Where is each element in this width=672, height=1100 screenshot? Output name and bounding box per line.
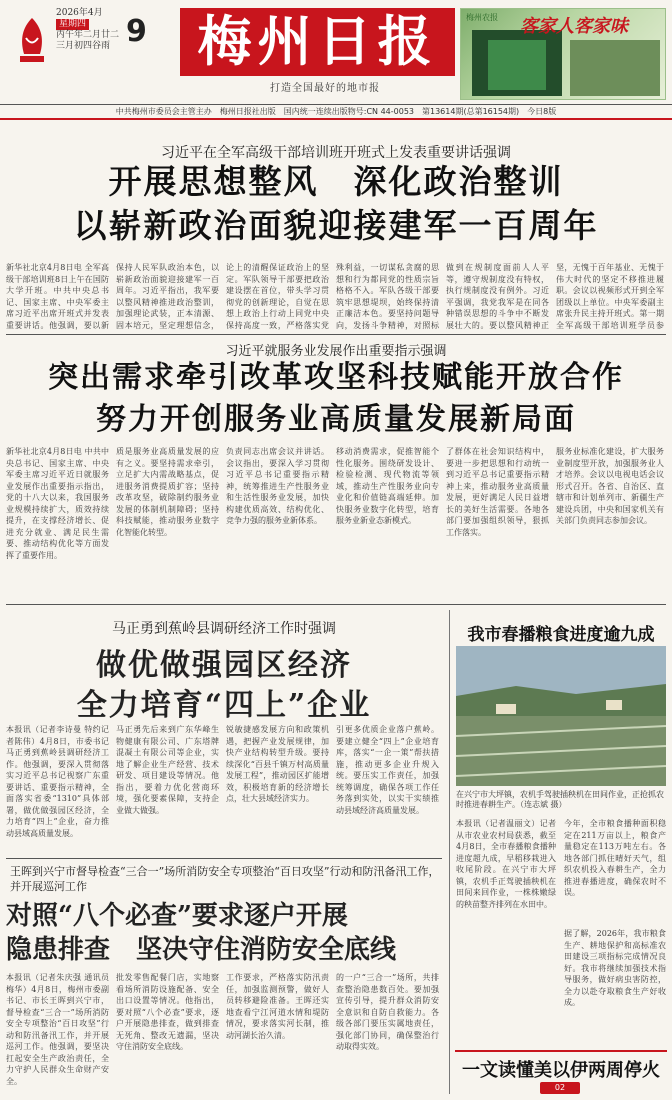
story2-column-2: 质是服务业高质量发展的应有之义。要坚持需求牵引，立足扩大内需战略基点，促进服务消费提质扩容；坚持改革攻坚，破除制约服务业发展的体制机制障碍；坚持科技赋能，推动服务业数字化智能化转型。 [116,447,219,537]
ad-people-image [570,40,660,96]
newspaper-emblem-icon [12,14,52,66]
story1-column-3: 论上的清醒保证政治上的坚定。军队领导干部要把政治建设摆在首位，带头学习贯彻党的创新理论，自觉在思想上政治上行动上同党中央保持高度一致，严格落实党 [226,263,329,330]
page-tag: 02 [540,1082,580,1094]
date-year-month: 2026年4月 [56,8,103,18]
story2-kicker: 习近平就服务业发展作出重要指示强调 [225,344,447,359]
bottom-teaser-title[interactable]: 一文读懂美以伊两周停火 [462,1060,660,1081]
story5-column-2: 今年，全市粮食播种面积稳定在211万亩以上，粮食产量稳定在113万吨左右。各地各部门抓住晴好天气，组织农机投入春耕生产，全力推进春播进度，确保农时不误。 [564,819,666,897]
weekday-badge: 星期四 [56,19,89,30]
story1-column-1: 新华社北京4月8日电 全军高级干部培训班8日上午在国防大学开班。中共中央总书记、国家主席、中央军委主席习近平出席开班式并发表重要讲话。他强调，要以新 [6,263,109,330]
story3-column-4: 引更多优质企业落户蕉岭。要建立健全“四上”企业培育库，落实“一企一策”帮扶措施，推动更多企业升规入统。要压实工作责任，加强统筹调度，确保各项工作任务落到实处，以实干实绩推动县域经济高质量发展。 [336,725,439,815]
story4-kicker: 王晖到兴宁市督导检查“三合一”场所消防安全专项整治“百日攻坚”行动和防汛备汛工作，并开展巡河工作 [10,865,440,893]
divider [6,604,666,605]
story1-column-6: 坚，无愧于百年基业、无愧于伟大时代的坚定不移推进履职。会议以视频形式开到全军团级以上单位。中央军委副主席张升民主持开班式。第一期全军高级干部培训班学员参 [556,263,664,330]
story3-title-line2[interactable]: 全力培育“四上”企业 [76,688,372,723]
story1-column-5: 做到在规制度面前人人平等，遵守规制度没有特权，执行规制度没有例外。习近平强调，我党我军是在同各种错误思想的斗争中不断发展壮大的。要以整风精神正 [446,263,549,330]
story2-column-3: 负责同志出席会议并讲话。会议指出，要深入学习贯彻习近平总书记重要指示精神，统筹推进生产性服务业和生活性服务业发展，加快构建优质高效、结构优化、竞争力强的服务业新体系。 [226,447,329,525]
story2-column-6: 服务业标准化建设，扩大服务业制度型开放，加强服务业人才培养。会议以电视电话会议形式召开。各省、自治区、直辖市和计划单列市、新疆生产建设兵团，中央和国家机关有关部门负责同志参加会议。 [556,447,664,525]
photo-scene [456,646,666,786]
story4-column-4: 的一户“三合一”场所，共排查整治隐患数百处。要加强宣传引导，提升群众消防安全意识和自防自救能力。各级各部门要压实属地责任，强化部门协同，确保整治行动取得实效。 [336,973,439,1051]
date-block [56,8,176,68]
ad-logo: 梅州农报 [466,13,498,22]
story3-column-3: 锐敏捷感发展方向和政策机遇，把握产业发展规律，加快产业结构转型升级。要持续深化“百县千镇万村高质量发展工程”，推动园区扩能增效，积极培育新的经济增长点，壮大县域经济实力。 [226,725,329,803]
story5-column-1: 本报讯（记者温丽文）记者从市农业农村局获悉，截至4月8日，全市春播粮食播种进度超九成，早稻移栽进入收尾阶段。在兴宁市大坪镇，农机手正驾驶插秧机在田间来回作业，一株株嫩绿的秧苗整齐排列在水田中。 [456,819,556,909]
divider [6,858,442,859]
story3-column-1: 本报讯（记者李诗曼 特约记者陈伟）4月8日，市委书记马正勇到蕉岭县调研经济工作。他强调，要深入贯彻落实习近平总书记视察广东重要讲话、重要指示精神，全面落实省委“1310”具体部署，做优做强园区经济，全力培育“四上”企业，奋力推动县域高质量发展。 [6,725,109,838]
farm-photo [456,646,666,786]
story2-title-line1[interactable]: 突出需求牵引改革攻坚科技赋能开放合作 [48,360,624,395]
photo-caption: 在兴宁市大坪镇，农机手驾驶插秧机在田间作业，正抢抓农时推进春耕生产。（连志斌 摄） [456,790,664,809]
day-number: 9 [126,14,147,49]
story2-column-4: 移动消费需求，促推智能个性化服务。围绕研发设计、检验检测、现代物流等领域，推动生产性服务业向专业化和价值链高端延伸。加快服务业数字化转型，培育服务业新业态新模式。 [336,447,439,525]
column-divider [449,610,450,1094]
ad-product-box [488,40,546,90]
lunar-date: 丙午年二月廿二 [56,30,120,40]
story4-column-3: 工作要求，严格落实防汛责任，加强监测预警，做好人员转移避险准备。王晖还实地查看宁江河道水情和堤防情况，要求落实河长制，推动河湖长治久清。 [226,973,329,1040]
story1-column-2: 保持人民军队政治本色，以崭新政治面貌迎接建军一百周年。习近平指出，我军要以整风精神推进政治整训，加强理论武装，正本清源、固本培元，坚定理想信念， [116,263,219,330]
newspaper-slogan: 打造全国最好的地市报 [270,83,380,94]
divider [6,334,666,335]
solar-term: 三月初四谷雨 [56,41,111,51]
publication-info-bar: 中共梅州市委员会主管主办 梅州日报社出版 国内统一连续出版物号:CN 44-0053 第13614期(总第16154期) 今日8版 [0,104,672,120]
story2-title-line2[interactable]: 努力开创服务业高质量发展新局面 [96,402,576,437]
story1-kicker: 习近平在全军高级干部培训班开班式上发表重要讲话强调 [161,145,511,161]
newspaper-title: 梅州日报 [197,9,438,73]
story3-kicker: 马正勇到蕉岭县调研经济工作时强调 [112,621,336,637]
story3-column-2: 马正勇先后来到广东华峰生物健康有限公司、广东塔牌混凝土有限公司等企业，实地了解企业生产经营、技术研发、项目建设等情况。他指出，要着力优化营商环境，强化要素保障，支持企业做大做强。 [116,725,219,815]
story4-title-line1[interactable]: 对照“八个必查”要求逐户开展 [6,901,348,931]
story5-column-3: 据了解，2026年，我市粮食生产、耕地保护和高标准农田建设三项指标完成情况良好。我市将继续加强技术指导服务，做好病虫害防控，全力以赴夺取粮食生产好收成。 [564,929,666,1007]
story2-column-5: 了群体在社会知识结构中，要进一步把思想和行动统一到习近平总书记重要指示精神上来，推动服务业高质量发展，更好满足人民日益增长的美好生活需要。各地各部门要加强组织领导，狠抓工作落实。 [446,447,549,537]
story2-column-1: 新华社北京4月8日电 中共中央总书记、国家主席、中央军委主席习近平近日就服务业发展作出重要指示指出，党的十八大以来，我国服务业规模持续扩大，质效持续提升，在支撑经济增长、促进充分就业、满足民生需要、推动结构优化等方面发挥了重要作用。 [6,447,109,560]
story1-title-line2[interactable]: 以崭新政治面貌迎接建军一百周年 [73,206,599,245]
story5-title[interactable]: 我市春播粮食进度逾九成 [467,625,655,645]
story1-title-line1[interactable]: 开展思想整风 深化政治整训 [108,162,564,201]
ad-title: 客家人客家味 [520,16,628,37]
story4-column-2: 批发零售配餐门店，实地察看场所消防设施配备、安全出口设置等情况。他指出，要对照“八个必查”要求，逐户开展隐患排查，做到排查无死角、整改无遗漏，坚决守住消防安全底线。 [116,973,219,1051]
story3-title-line1[interactable]: 做优做强园区经济 [96,648,352,683]
story4-column-1: 本报讯（记者朱庆强 通讯员梅华）4月8日，梅州市委副书记、市长王晖到兴宁市，督导检查“三合一”场所消防安全专项整治“百日攻坚”行动和防汛备汛工作，并开展巡河工作。他强调，要坚决扛起安全生产政治责任，全力守护人民群众生命财产安全。 [6,973,109,1086]
story4-title-line2[interactable]: 隐患排查 坚决守住消防安全底线 [6,935,397,965]
story1-column-4: 殊利益，一切谋私贪腐的思想和行为都同党的性质宗旨格格不入。军队各级干部要筑牢思想堤坝，始终保持清正廉洁本色。要坚持问题导向，发扬斗争精神，对照标 [336,263,439,330]
